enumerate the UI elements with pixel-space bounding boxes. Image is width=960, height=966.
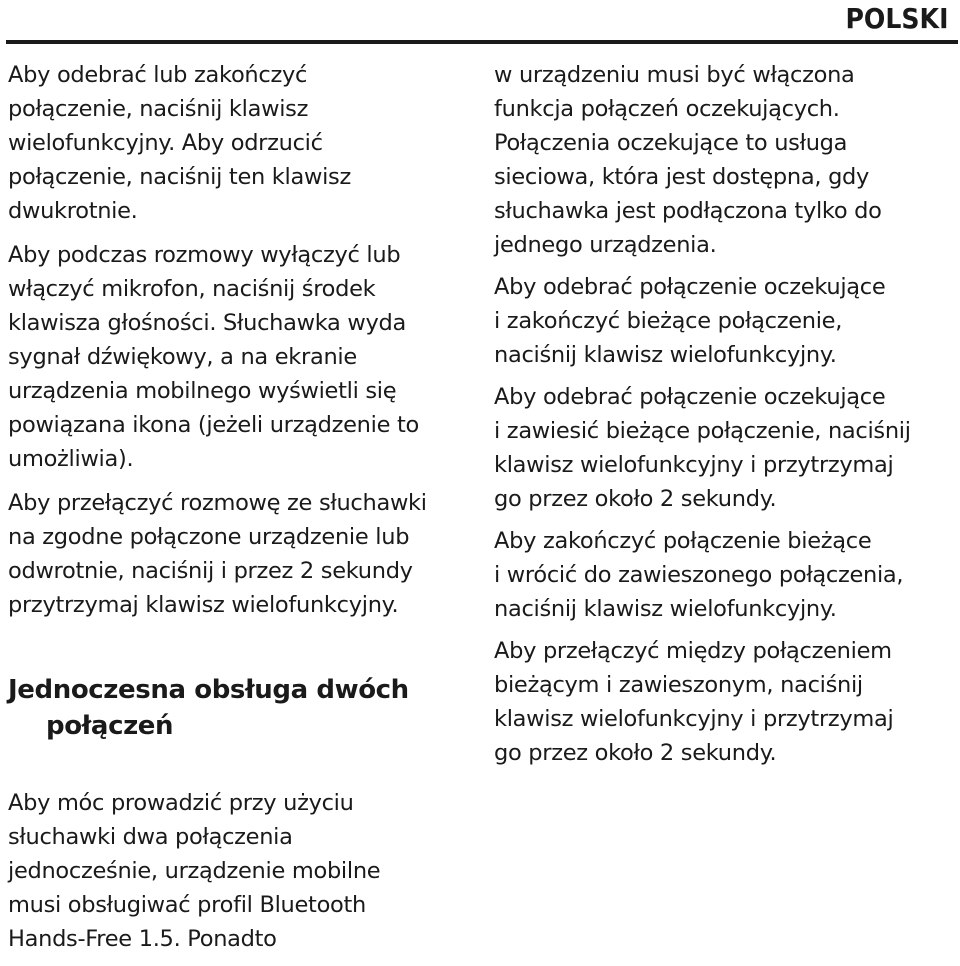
language-label: POLSKI bbox=[844, 2, 948, 35]
paragraph-switch-calls: Aby przełączyć między połączeniem bieżącym i zawieszonym, naciśnij klawisz wielofunkcyjny i przytrzymaj go przez około 2 sekundy. bbox=[494, 638, 894, 766]
header-rule bbox=[6, 40, 958, 44]
paragraph-answer-end-current: Aby odebrać połączenie oczekujące i zakończyć bieżące połączenie, naciśnij klawisz wielofunkcyjny. bbox=[494, 274, 886, 368]
paragraph-call-waiting: w urządzeniu musi być włączona funkcja połączeń oczekujących. Połączenia oczekujące to usługa sieciowa, która jest dostępna, gdy słuchawka jest podłączona tylko do jednego urządzenia. bbox=[494, 62, 882, 258]
paragraph-two-calls: Aby móc prowadzić przy użyciu słuchawki dwa połączenia jednocześnie, urządzenie mobilne musi obsługiwać profil Bluetooth Hands-Free 1.5. Ponadto bbox=[8, 790, 381, 952]
paragraph-switch-device: Aby przełączyć rozmowę ze słuchawki na zgodne połączone urządzenie lub odwrotnie, naciśnij i przez 2 sekundy przytrzymaj klawisz wielofunkcyjny. bbox=[8, 490, 427, 618]
paragraph-answer-end-call: Aby odebrać lub zakończyć połączenie, naciśnij klawisz wielofunkcyjny. Aby odrzucić połączenie, naciśnij ten klawisz dwukrotnie. bbox=[8, 62, 351, 224]
page-header bbox=[0, 0, 960, 46]
paragraph-answer-hold-current: Aby odebrać połączenie oczekujące i zawiesić bieżące połączenie, naciśnij klawisz wielofunkcyjny i przytrzymaj go przez około 2 sekundy. bbox=[494, 384, 911, 512]
section-heading-line2: połączeń bbox=[46, 711, 174, 741]
paragraph-end-return-held: Aby zakończyć połączenie bieżące i wrócić do zawieszonego połączenia, naciśnij klawisz wielofunkcyjny. bbox=[494, 528, 904, 622]
paragraph-mute-microphone: Aby podczas rozmowy wyłączyć lub włączyć mikrofon, naciśnij środek klawisza głośności. Słuchawka wyda sygnał dźwiękowy, a na ekranie urządzenia mobilnego wyświetli się powiązana ikona (jeżeli urządzenie to umożliwia). bbox=[8, 242, 419, 472]
left-column bbox=[8, 58, 478, 966]
section-heading bbox=[8, 636, 478, 780]
right-column bbox=[494, 58, 956, 778]
section-heading-line1: Jednoczesna obsługa dwóch bbox=[8, 675, 409, 705]
